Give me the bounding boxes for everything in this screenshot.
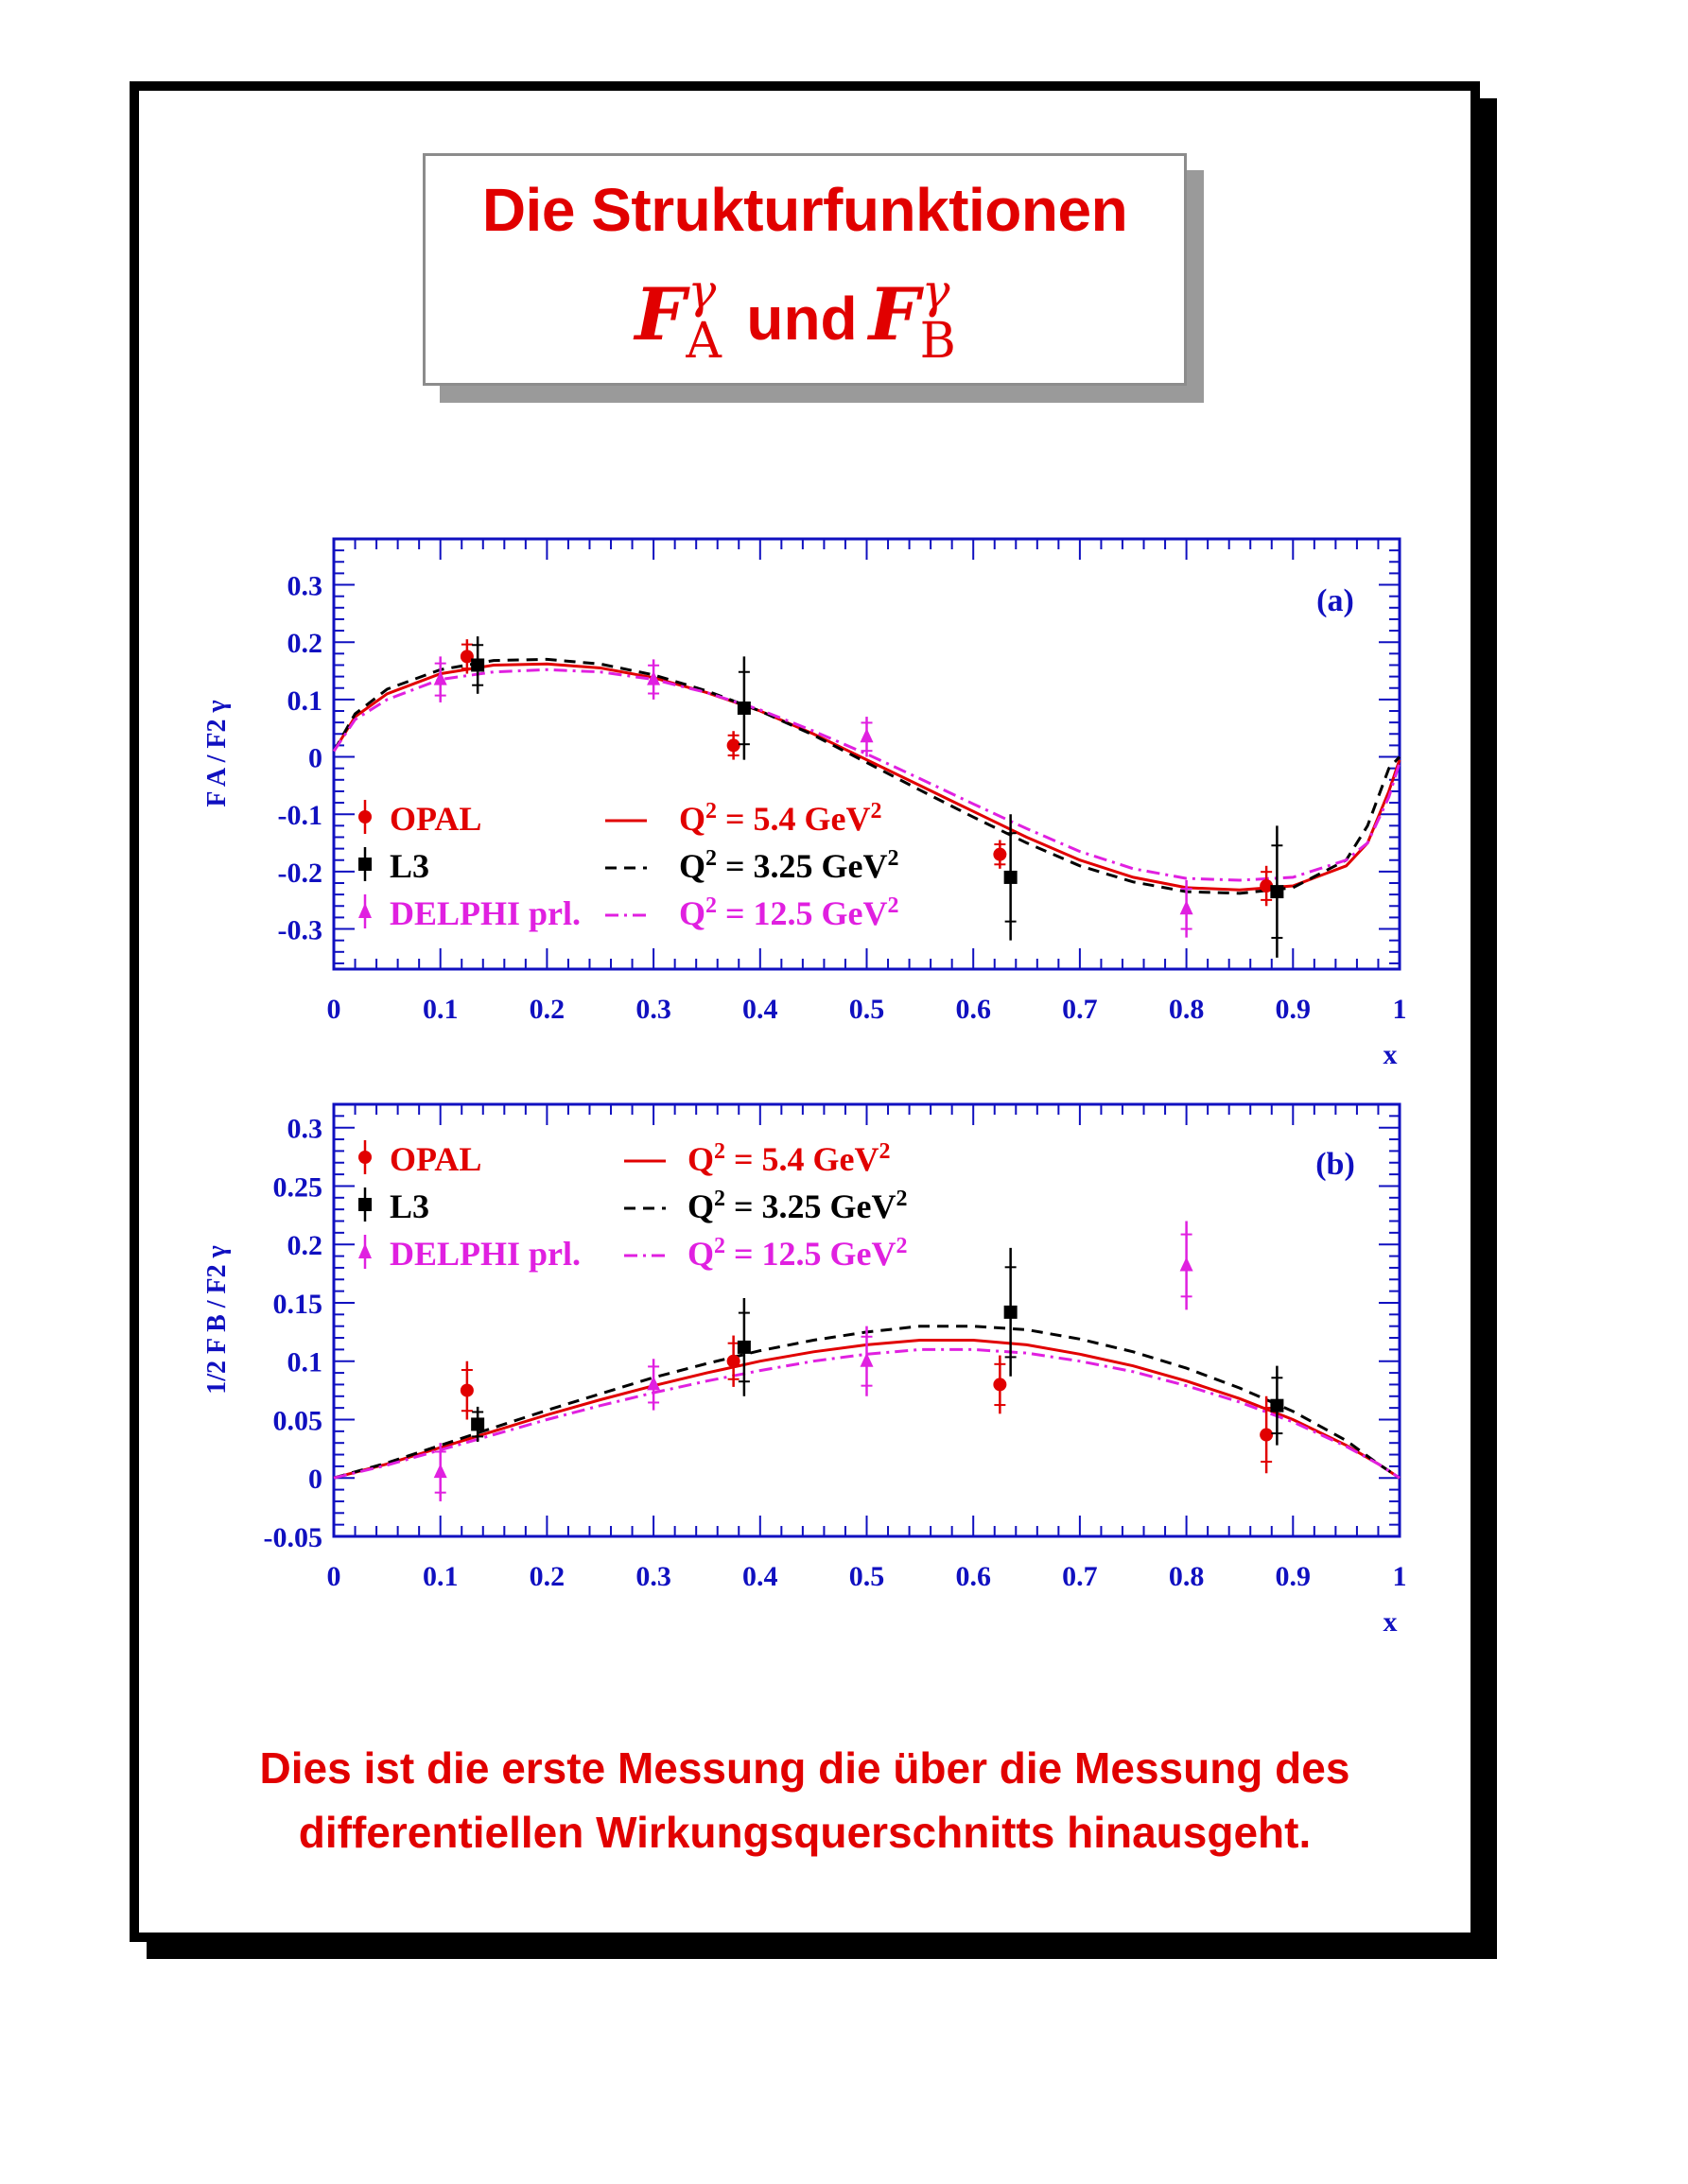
title-line-1: Die Strukturfunktionen bbox=[481, 176, 1128, 244]
f-symbol-b: F bbox=[868, 271, 920, 356]
y-tick-label: 0.2 bbox=[287, 1230, 322, 1262]
x-tick-label: 0.7 bbox=[1062, 1561, 1098, 1592]
legend-marker-triangle bbox=[358, 1243, 372, 1258]
x-tick-label: 0.6 bbox=[955, 994, 991, 1025]
panel-label: (b) bbox=[1315, 1147, 1355, 1182]
x-tick-label: 0.8 bbox=[1168, 994, 1205, 1025]
x-tick-label: 0.4 bbox=[742, 1561, 778, 1592]
data-point-triangle bbox=[861, 728, 874, 742]
legend-label: DELPHI prl. bbox=[390, 894, 582, 932]
x-tick-label: 0.4 bbox=[742, 994, 778, 1025]
data-point-circle bbox=[993, 1378, 1006, 1391]
x-tick-label: 0 bbox=[326, 1561, 341, 1592]
y-tick-label: 0 bbox=[308, 742, 322, 774]
legend-curve-label: $Q^2 = 3.25$ GeV$^2$ bbox=[687, 1187, 908, 1225]
legend-label: L3 bbox=[390, 1187, 430, 1225]
y-tick-label: -0.2 bbox=[277, 857, 322, 889]
gamma-superscript-b: γ bbox=[921, 264, 950, 319]
subscript-b: B bbox=[919, 313, 956, 370]
x-tick-label: 0.1 bbox=[422, 994, 459, 1025]
panel-label: (a) bbox=[1316, 583, 1354, 618]
f-symbol-a: F bbox=[635, 271, 687, 356]
data-point-triangle bbox=[434, 1464, 447, 1478]
x-tick-label: 0.9 bbox=[1275, 994, 1312, 1025]
y-tick-label: 0.3 bbox=[287, 570, 322, 602]
data-point-square bbox=[471, 658, 484, 671]
legend-curve-label: $Q^2 = 5.4$ GeV$^2$ bbox=[687, 1139, 891, 1178]
y-tick-label: 0.05 bbox=[272, 1405, 322, 1437]
data-point-square bbox=[1004, 1306, 1018, 1319]
data-point-circle bbox=[727, 738, 740, 752]
legend-curve-label: $Q^2 = 12.5$ GeV$^2$ bbox=[679, 893, 899, 932]
x-tick-label: 0.8 bbox=[1168, 1561, 1205, 1592]
x-tick-label: 0 bbox=[326, 994, 341, 1025]
gamma-superscript-a: γ bbox=[687, 264, 717, 319]
legend-label: OPAL bbox=[390, 1140, 482, 1178]
data-point-circle bbox=[1260, 1429, 1273, 1442]
y-tick-label: 0.1 bbox=[287, 685, 322, 717]
subscript-a: A bbox=[686, 313, 722, 370]
x-tick-label: 1 bbox=[1392, 994, 1407, 1025]
caption-line-2: differentiellen Wirkungsquerschnitts hinausgeht. bbox=[298, 1808, 1312, 1857]
x-tick-label: 0.5 bbox=[848, 1561, 885, 1592]
x-axis-label: x bbox=[1383, 1039, 1398, 1070]
title-und: und bbox=[746, 284, 858, 353]
data-point-square bbox=[1004, 871, 1018, 884]
legend-marker-circle bbox=[358, 1151, 372, 1164]
legend-label: DELPHI prl. bbox=[390, 1235, 582, 1273]
caption-line-1: Dies ist die erste Messung die über die Messung des bbox=[259, 1743, 1350, 1793]
y-tick-label: -0.3 bbox=[277, 914, 322, 946]
data-point-circle bbox=[461, 1384, 474, 1397]
legend-curve-label: $Q^2 = 3.25$ GeV$^2$ bbox=[679, 846, 899, 885]
data-point-circle bbox=[993, 848, 1006, 861]
x-tick-label: 0.3 bbox=[635, 1561, 671, 1592]
legend-marker-circle bbox=[358, 810, 372, 823]
x-tick-label: 0.9 bbox=[1275, 1561, 1312, 1592]
y-tick-label: 0.15 bbox=[272, 1288, 322, 1320]
chart-panel-b bbox=[202, 1104, 1407, 1638]
y-tick-label: 0.3 bbox=[287, 1113, 322, 1145]
caption bbox=[130, 1736, 1480, 1864]
x-tick-label: 0.7 bbox=[1062, 994, 1098, 1025]
x-tick-label: 0.5 bbox=[848, 994, 885, 1025]
data-point-square bbox=[1270, 885, 1283, 898]
legend-marker-square bbox=[358, 858, 372, 871]
data-point-triangle bbox=[1180, 1257, 1193, 1271]
y-tick-label: 0.2 bbox=[287, 628, 322, 660]
x-tick-label: 0.6 bbox=[955, 1561, 991, 1592]
chart-panel-a bbox=[202, 539, 1407, 1070]
y-tick-label: 0.1 bbox=[287, 1346, 322, 1378]
y-tick-label: 0.25 bbox=[272, 1171, 322, 1204]
x-tick-label: 1 bbox=[1392, 1561, 1407, 1592]
data-point-triangle bbox=[1180, 900, 1193, 914]
legend-marker-triangle bbox=[358, 903, 372, 918]
legend-label: L3 bbox=[390, 847, 430, 885]
x-tick-label: 0.2 bbox=[529, 994, 566, 1025]
data-point-circle bbox=[727, 1355, 740, 1368]
x-tick-label: 0.2 bbox=[529, 1561, 566, 1592]
data-point-square bbox=[738, 1341, 751, 1354]
y-tick-label: -0.05 bbox=[263, 1522, 322, 1553]
x-tick-label: 0.3 bbox=[635, 994, 671, 1025]
data-point-square bbox=[471, 1417, 484, 1430]
legend-marker-square bbox=[358, 1198, 372, 1211]
data-point-square bbox=[738, 702, 751, 715]
y-axis-label: 1/2 F B / F2 γ bbox=[202, 1245, 232, 1395]
data-point-square bbox=[1270, 1399, 1283, 1413]
legend-label: OPAL bbox=[390, 800, 482, 838]
x-axis-label: x bbox=[1383, 1606, 1398, 1638]
y-tick-label: 0 bbox=[308, 1464, 322, 1496]
y-tick-label: -0.1 bbox=[277, 800, 322, 832]
legend-curve-label: $Q^2 = 5.4$ GeV$^2$ bbox=[679, 799, 882, 838]
x-tick-label: 0.1 bbox=[422, 1561, 459, 1592]
y-axis-label: F A / F2 γ bbox=[202, 700, 232, 807]
legend-curve-label: $Q^2 = 12.5$ GeV$^2$ bbox=[687, 1234, 908, 1273]
